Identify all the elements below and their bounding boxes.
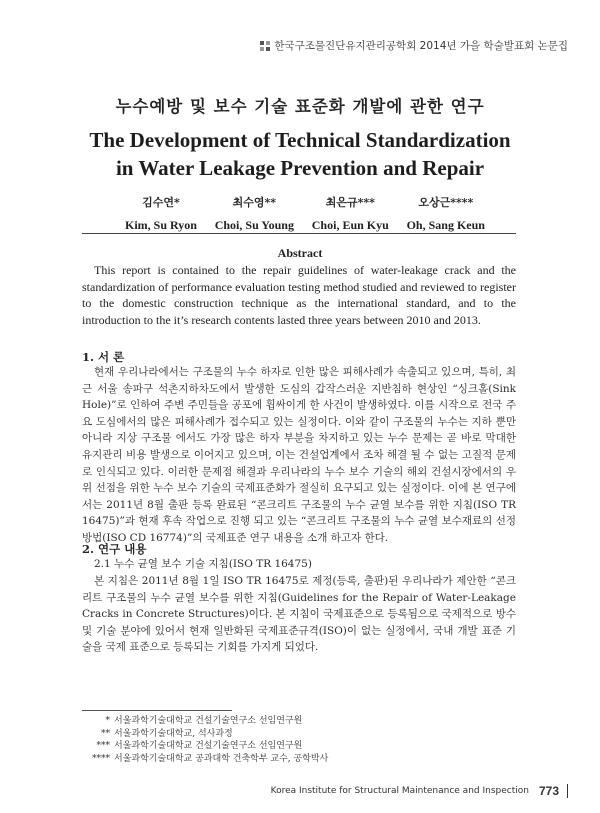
title-korean: 누수예방 및 보수 기술 표준화 개발에 관한 연구	[115, 97, 485, 116]
author	[312, 192, 389, 236]
page-number: 773	[538, 784, 559, 798]
footnote-mark: *	[105, 716, 110, 726]
page-footer	[271, 784, 568, 798]
author-list	[125, 192, 485, 236]
subsection-heading: 2.1 누수 균열 보수 기술 지침(ISO TR 16475)	[94, 558, 312, 570]
author-name-english: Kim, Su Ryon	[125, 218, 197, 232]
footnote-mark: ****	[92, 753, 110, 764]
author-name-korean: 김수연*	[142, 196, 180, 209]
author-name-english: Oh, Sang Keun	[406, 218, 485, 232]
divider	[82, 233, 516, 234]
grid-dots-icon	[260, 41, 270, 51]
footnote-mark: **	[101, 728, 110, 739]
footnote	[82, 740, 522, 753]
research-paragraph: 본 지침은 2011년 8월 1일 ISO TR 16475로 제정(등록, 출판)된 우리나라가 제안한 “콘크리트 구조물의 누수 균열 보수를 위한 지침(Guidelines for the Repair of Water-Leakage Cracks in Concrete Structures)이다. 본 지침이 국제표준으로 등록됨으로 국제적으로 방수 및 기술 분야에 있어서 현재 일반화된 국제표준규격(ISO)이 없는 실정에서, 국내 개발 표준 기술을 국제 표준으로 등록되는 기회를 가지게 되었다.	[82, 575, 516, 654]
page-bar-divider	[567, 784, 568, 798]
section-heading-introduction: 1. 서 론	[82, 350, 125, 364]
footnote-text: 서울과학기술대학교 공과대학 건축학부 교수, 공학박사	[114, 753, 329, 764]
author-name-english: Choi, Su Young	[214, 218, 294, 232]
author-name-korean: 최은규***	[325, 196, 375, 209]
author-name-korean: 최수영**	[232, 196, 277, 209]
author	[407, 192, 485, 236]
author-name-korean: 오상근****	[418, 196, 474, 209]
title-english-line1: The Development of Technical Standardization	[89, 128, 511, 152]
title-english-line2: in Water Leakage Prevention and Repair	[115, 156, 485, 180]
institute-name: Korea Institute for Structural Maintenance and Inspection	[270, 786, 529, 796]
footnote-divider	[82, 710, 232, 711]
title-english	[0, 126, 600, 182]
footnote-text: 서울과학기술대학교 건설기술연구소 선임연구원	[114, 716, 303, 726]
conference-name: 한국구조물진단유지관리공학회 2014년 가을 학술발표회 논문집	[274, 40, 568, 52]
footnote-mark: ***	[96, 741, 110, 751]
section-heading-research: 2. 연구 내용	[82, 542, 147, 556]
conference-header	[260, 38, 568, 53]
author-name-english: Choi, Eun Kyu	[311, 218, 389, 232]
footnote	[82, 728, 522, 741]
footnote-text: 서울과학기술대학교 건설기술연구소 선임연구원	[114, 741, 303, 751]
footnote	[82, 753, 522, 766]
author	[215, 192, 294, 236]
abstract-heading: Abstract	[277, 246, 323, 260]
footnote	[82, 715, 522, 728]
introduction-paragraph: 현재 우리나라에서는 구조물의 누수 하자로 인한 많은 피해사례가 속출되고 있으며, 특히, 최근 서울 송파구 석촌지하차도에서 발생한 도심의 갑작스러운 지반침하 현상인 “싱크홀(Sink Hole)”로 인하여 주변 주민들을 공포에 휩싸이게 한 사건이 발생하였다. 이를 시작으로 전국 주요 도심에서의 많은 피해사례가 접수되고 있는 실정이다. 이와 같이 구조물의 누수는 지하 뿐만아니라 지상 구조물 에서도 가장 많은 하자 부분을 차지하고 있는 누수 문제는 곧 바로 막대한 유지관리 비용 발생으로 이어지고 있으며, 이는 건설업계에서 조차 해결 될 수 없는 고질적 문제로 인식되고 있다. 이러한 문제점 해결과 우리나라의 누수 보수 기술의 해외 건설시장에서의 우위 선점을 위한 누수 보수 기술의 국제표준화가 절실히 요구되고 있는 실정이다. 이에 본 연구에서는 2011년 8월 출판 등록 완료된 “콘크리트 구조물의 누수 균열 보수를 위한 지침(ISO TR 16475)”과 현재 후속 작업으로 진행 되고 있는 “콘크리트 구조물의 누수 균열 보수재료의 선정방법(ISO CD 16774)”의 국제표준 연구 내용을 소개 하고자 한다.	[82, 366, 516, 544]
footnote-list	[82, 715, 522, 765]
footnote-text: 서울과학기술대학교, 석사과정	[114, 728, 233, 739]
abstract-text: This report is contained to the repair guidelines of water-leakage crack and the standardization of performance evaluation testing method studied and reviewed to register to the domestic construction technique as the international standard, and to the introduction to the it’s research contents lasted three years between 2010 and 2013.	[82, 263, 516, 327]
author	[125, 192, 197, 236]
